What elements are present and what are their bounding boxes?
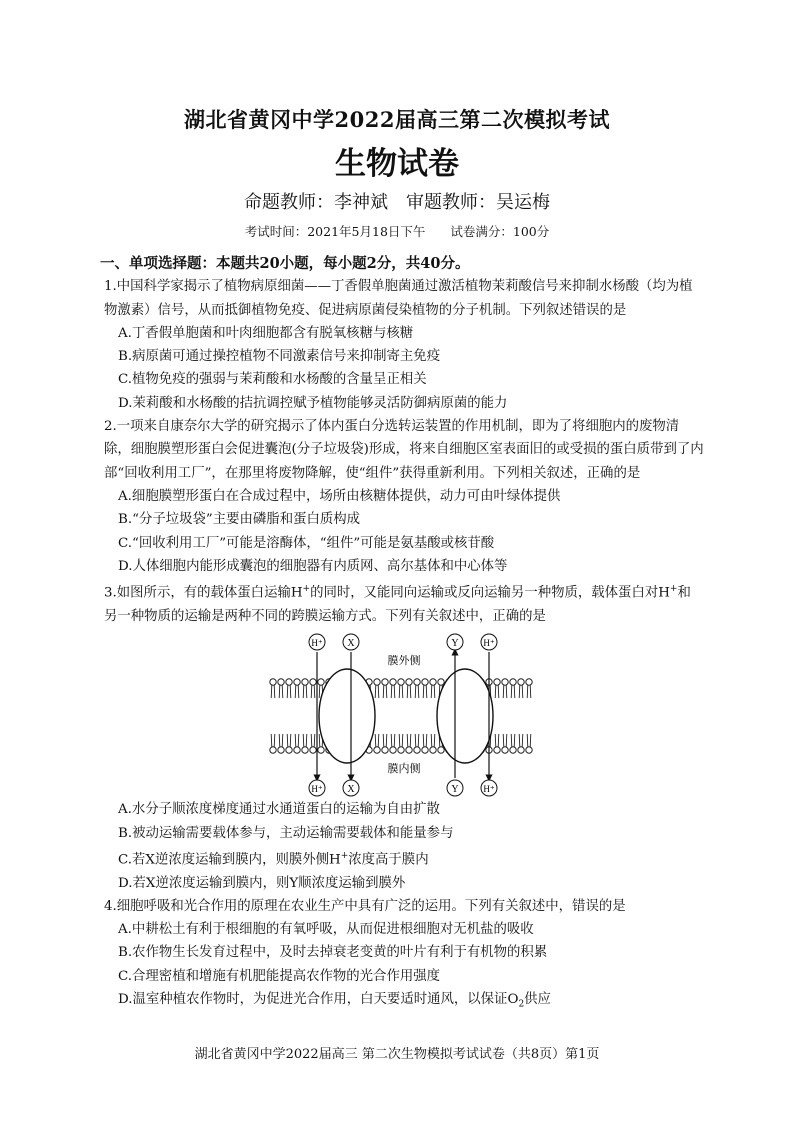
question-3-option-b: B.被动运输需要载体参与，主动运输需要载体和能量参与 (118, 825, 454, 841)
question-4-option-a: A.中耕松土有利于根细胞的有氧呼吸，从而促进根细胞对无机盐的吸收 (118, 922, 534, 938)
question-2-stem: 2.一项来自康奈尔大学的研究揭示了体内蛋白分选转运装置的作用机制，即为了将细胞内的废物清除，细胞膜塑形蛋白会促进囊泡(分子垃圾袋)形成，将来自细胞区室表面旧的或受损的蛋白质带到了内部“回收利用工厂”，在那里将废物降解，使“组件”获得重新利用。下列相关叙述，正确的是 (104, 419, 704, 481)
exam-content (100, 252, 704, 1017)
question-2-option-a: A.细胞膜塑形蛋白在合成过程中，场所由核糖体提供，动力可由叶绿体提供 (118, 488, 561, 504)
page-footer: 湖北省黄冈中学2022届高三 第二次生物模拟考试试卷（共8页）第1页 (194, 1047, 600, 1062)
membrane-transport-diagram (104, 630, 704, 798)
question-3-option-a: A.水分子顺浓度梯度通过水通道蛋白的运输为自由扩散 (118, 802, 440, 818)
question-1-option-d: D.茉莉酸和水杨酸的拮抗调控赋予植物能够灵活防御病原菌的能力 (118, 395, 508, 411)
section-heading: 一、单项选择题：本题共20小题，每小题2分，共40分。 (100, 255, 470, 272)
question-4-stem: 4.细胞呼吸和光合作用的原理在农业生产中具有广泛的运用。下列有关叙述中，错误的是 (104, 898, 626, 914)
question-1-stem: 1.中国科学家揭示了植物病原细菌——丁香假单胞菌通过激活植物茉莉酸信号来抑制水杨酸（均为植物激素）信号，从而抵御植物免疫、促进病原菌侵染植物的分子机制。下列叙述错误的是 (104, 279, 693, 318)
question-1-option-c: C.植物免疫的强弱与茉莉酸和水杨酸的含量呈正相关 (118, 372, 427, 388)
h-ion-label-bottom-2: H⁺ (483, 784, 495, 795)
exam-title: 湖北省黄冈中学2022届高三第二次模拟考试 (184, 107, 610, 132)
question-4-option-b: B.农作物生长发育过程中，及时去掉衰老变黄的叶片有利于有机物的积累 (118, 945, 548, 961)
outer-side-label: 膜外侧 (387, 654, 421, 668)
question-1-option-b: B.病原菌可通过操控植物不同激素信号来抑制寄主免疫 (118, 349, 441, 365)
h-ion-label-top-2: H⁺ (483, 638, 495, 649)
question-2-option-b: B.“分子垃圾袋”主要由磷脂和蛋白质构成 (118, 512, 361, 528)
y-label-bottom: Y (451, 784, 459, 796)
inner-side-label: 膜内侧 (387, 762, 421, 776)
carrier-protein-2 (437, 669, 493, 763)
teachers-line: 命题教师：李神斌 审题教师：吴运梅 (244, 192, 550, 213)
question-3-option-c: C.若X逆浓度运输到膜内，则膜外侧H+浓度高于膜内 (118, 850, 429, 868)
y-label-top: Y (451, 638, 459, 650)
h-ion-label-top-1: H⁺ (311, 638, 323, 649)
question-3-stem: 3.如图所示，有的载体蛋白运输H+的同时，又能同向运输或反向运输另一种物质，载体蛋白对H+和另一种物质的运输是两种不同的跨膜运输方式。下列有关叙述中，正确的是 (104, 584, 691, 624)
subject-title: 生物试卷 (335, 146, 459, 182)
question-2-option-d: D.人体细胞内能形成囊泡的细胞器有内质网、高尔基体和中心体等 (118, 558, 508, 574)
x-label-top: X (347, 638, 355, 650)
question-4-option-d: D.温室种植农作物时，为促进光合作用，白天要适时通风，以保证$O_2$供应 (118, 992, 551, 1010)
question-3-option-d: D.若X逆浓度运输到膜内，则Y顺浓度运输到膜外 (118, 875, 406, 891)
exam-info: 考试时间：2021年5月18日下午 试卷满分：100分 (244, 224, 550, 239)
question-1-option-a: A.丁香假单胞菌和叶肉细胞都含有脱氧核糖与核糖 (118, 325, 414, 341)
question-4-option-c: C.合理密植和增施有机肥能提高农作物的光合作用强度 (118, 968, 441, 984)
carrier-protein-1 (319, 669, 375, 763)
question-2-option-c: C.“回收利用工厂”可能是溶酶体，“组件”可能是氨基酸或核苷酸 (118, 535, 495, 551)
membrane-diagram-svg (269, 630, 539, 798)
x-label-bottom: X (347, 784, 355, 796)
h-ion-label-bottom-1: H⁺ (311, 784, 323, 795)
